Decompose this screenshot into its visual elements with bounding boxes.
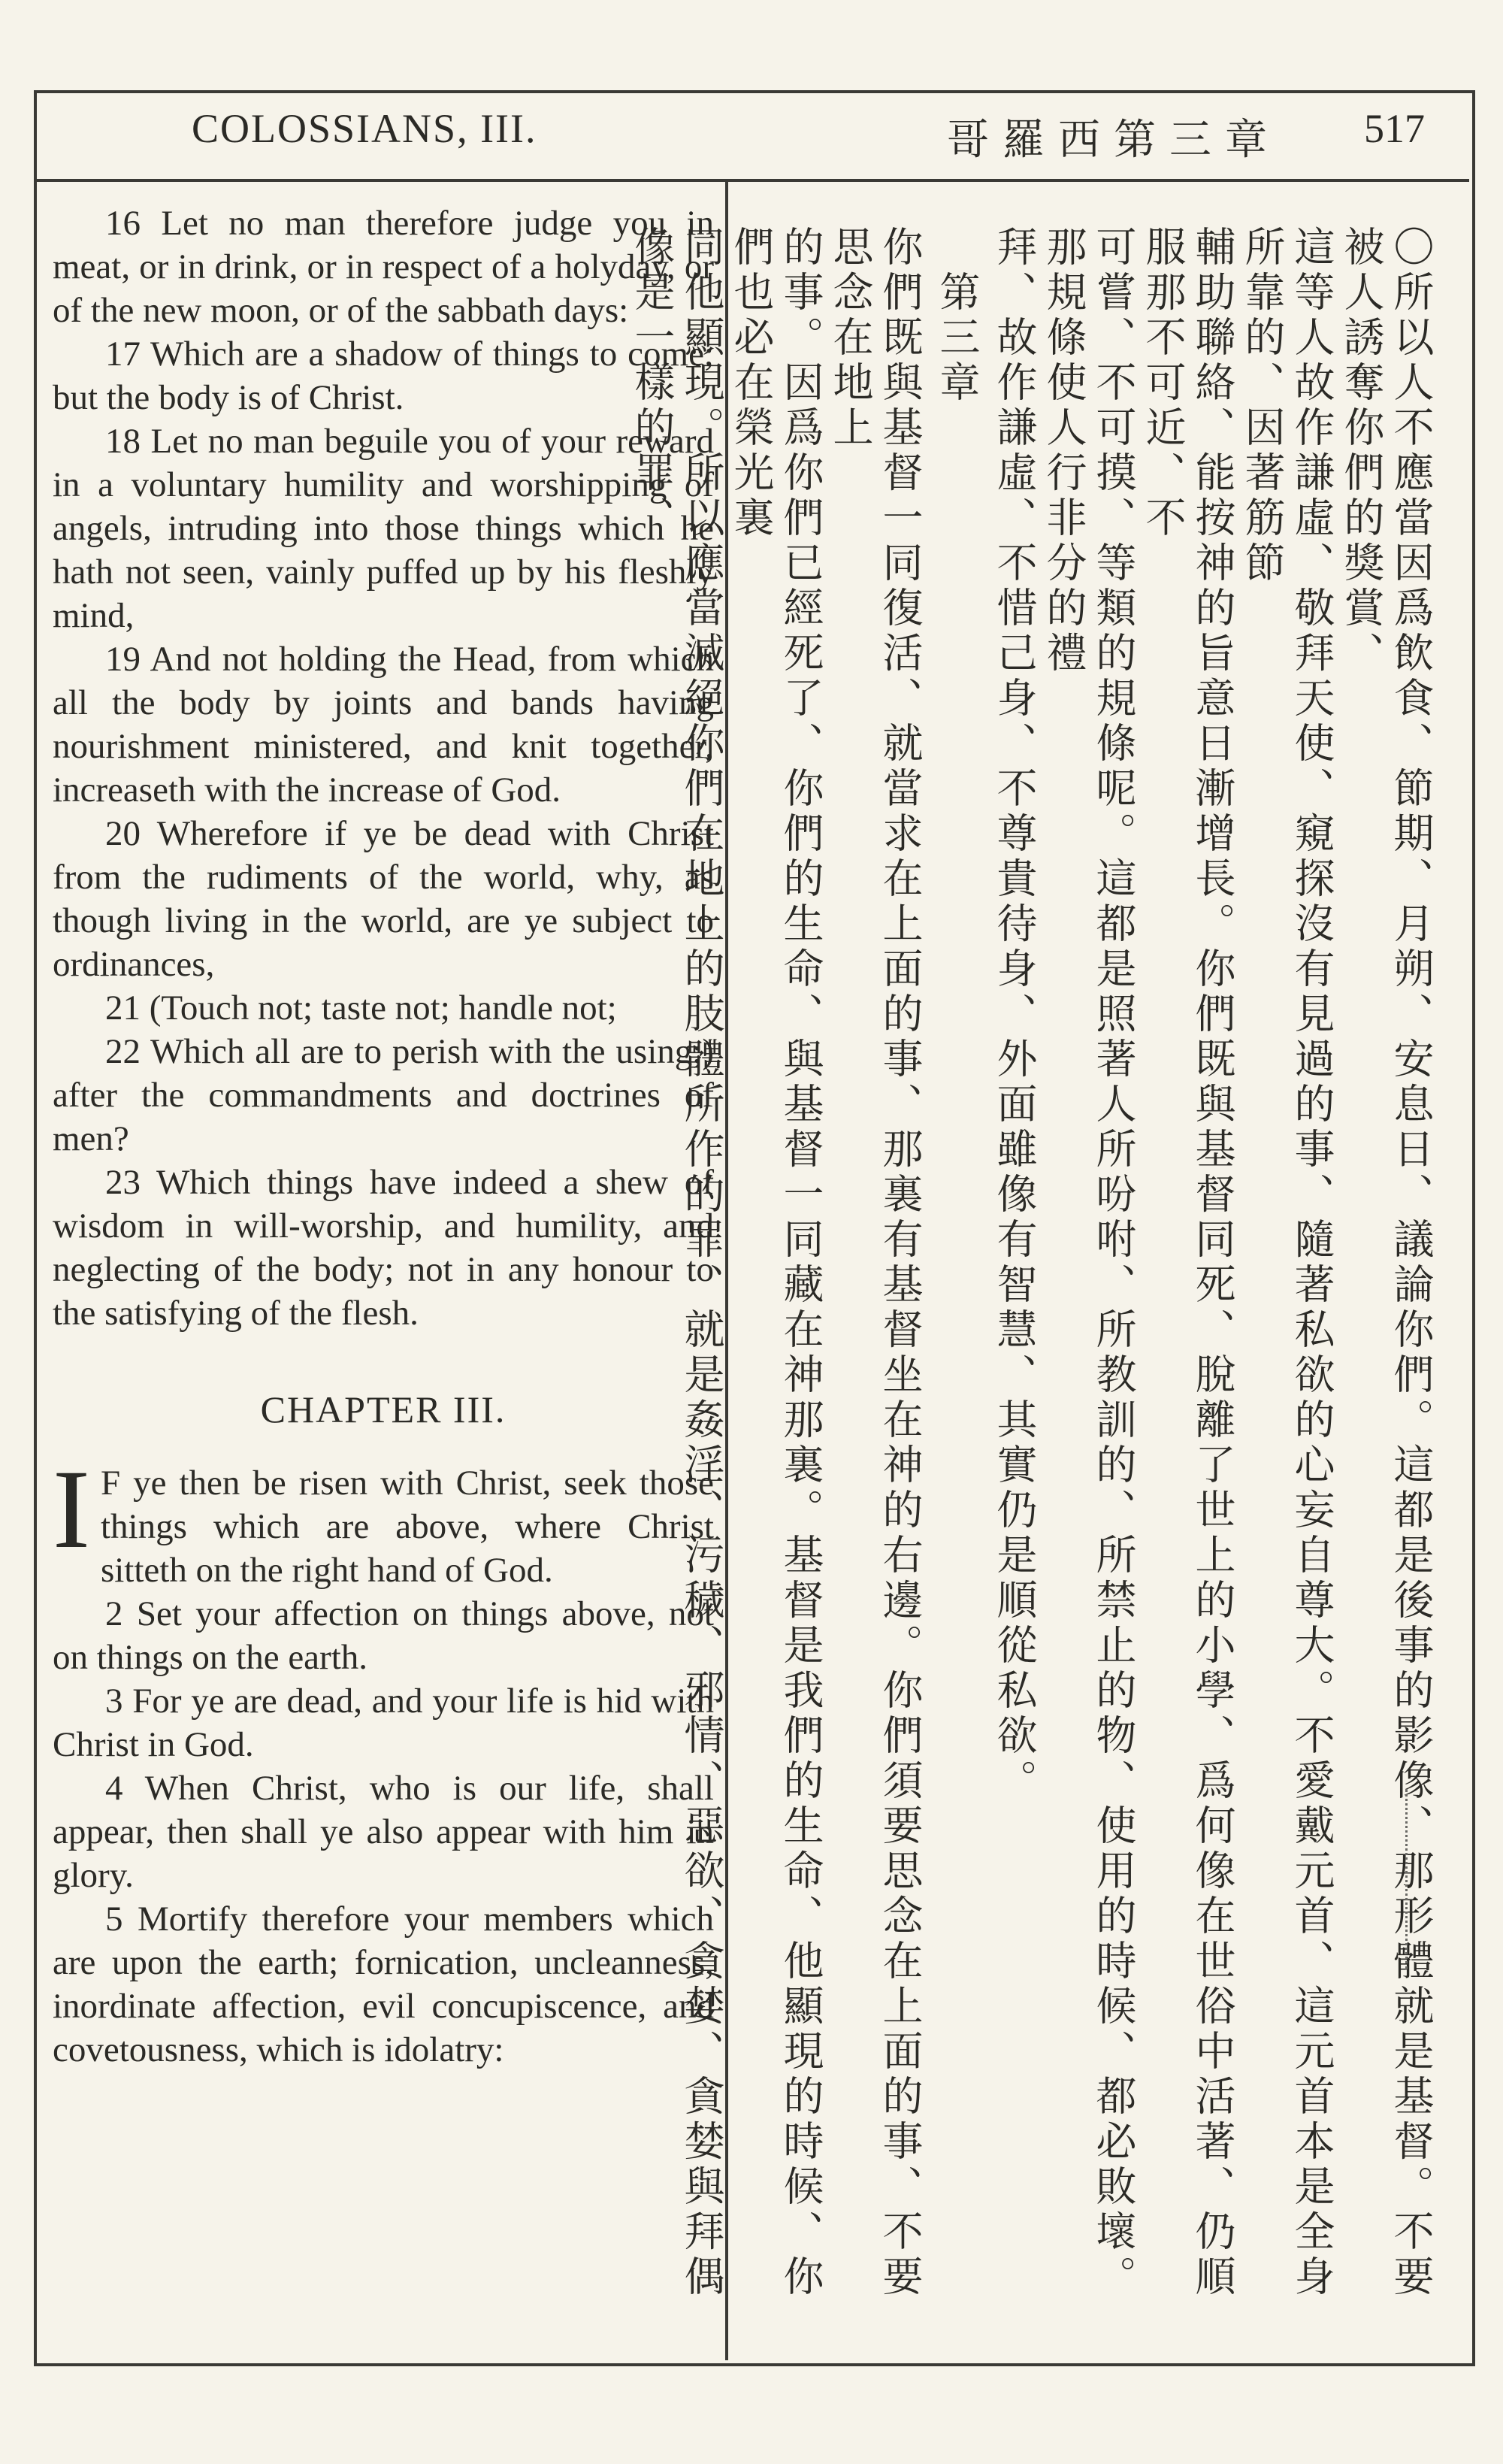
- verse-18: 18 Let no man beguile you of your reward in a voluntary humility and worshipping of angels, intruding into those things which he hath not seen, vainly puffed up by his fleshly mind,: [53, 422, 714, 635]
- chapter-verse-2: 2 Set your affection on things above, not on things on the earth.: [53, 1594, 714, 1677]
- verse-16: 16 Let no man therefore judge you in meat, or in drink, or in respect of a holyday, or of the new moon, or of the sabbath days:: [53, 204, 714, 330]
- chinese-running-title: 哥羅西第三章: [947, 116, 1281, 165]
- chapter-verse-1: [53, 1447, 714, 1592]
- zh-column-4: 可嘗、不可摸、等類的規條呢。這都是照著人所吩咐、所教訓的、所禁止的物、使用的時候、都必敗壞。那規條使人行非分的禮: [1040, 226, 1137, 2300]
- verse-21: 21 (Touch not; taste not; handle not;: [105, 988, 617, 1028]
- margin-mark: [1405, 1789, 1412, 1969]
- zh-chapter-column-3: 同他顯現。所以應當滅絕你們在地上的肢體所作的罪、就是姦淫、污穢、邪情、惡欲、貪婪、貪婪與拜偶像是一樣的罪、: [628, 226, 725, 2300]
- zh-column-3: 輔助聯絡、能按神的旨意日漸增長。你們既與基督同死、脫離了世上的小學、爲何像在世俗中活著、仍順服那不可近、不: [1139, 226, 1236, 2300]
- chapter-heading: CHAPTER III.: [260, 1388, 507, 1430]
- verse-20: 20 Wherefore if ye be dead with Christ from the rudiments of the world, why, as though living in the world, are ye subject to ordinances,: [53, 814, 714, 984]
- zh-column-1: 〇所以人不應當因爲飲食、節期、月朔、安息日、議論你們。這都是後事的影像、那形體就是基督。不要被人誘奪你們的獎賞、: [1338, 226, 1435, 2300]
- zh-column-2: 這等人故作謙虛、敬拜天使、窺探沒有見過的事、隨著私欲的心妄自尊大。不愛戴元首、這元首本是全身所靠的、因著筋節: [1238, 226, 1335, 2300]
- verse-23: 23 Which things have indeed a shew of wisdom in will-worship, and humility, and neglecting of the body; not in any honour to the satisfying of the flesh.: [53, 1163, 714, 1333]
- drop-cap: I: [53, 1447, 90, 1572]
- english-column: [53, 201, 714, 2072]
- zh-chapter-column-1: 你們既與基督一同復活、就當求在上面的事、那裏有基督坐在神的右邊。你們須要思念在上面的事、不要思念在地上: [827, 226, 924, 2300]
- zh-chapter-column-2: 的事。因爲你們已經死了、你們的生命、與基督一同藏在神那裏。基督是我們的生命、他顯現的時候、你們也必在榮光裏: [727, 226, 824, 2300]
- verse-17: 17 Which are a shadow of things to come; but the body is of Christ.: [53, 334, 714, 417]
- chapter-verse-5: 5 Mortify therefore your members which are upon the earth; fornication, uncleanness, inordinate affection, evil concupiscence, and covetousness, which is idolatry:: [53, 1899, 714, 2069]
- verse-19: 19 And not holding the Head, from which all the body by joints and bands having nourishment ministered, and knit together, increaseth with the increase of God.: [53, 640, 714, 810]
- chapter-verse-4: 4 When Christ, who is our life, shall appear, then shall ye also appear with him in glory.: [53, 1769, 714, 1895]
- page-number: 517: [1364, 106, 1425, 151]
- english-running-title: COLOSSIANS, III.: [192, 106, 537, 151]
- zh-column-5: 拜、故作謙虛、不惜己身、不尊貴待身、外面雖像有智慧、其實仍是順從私欲。: [990, 226, 1038, 1804]
- chinese-column: [628, 226, 1435, 2330]
- chapter-verse-1-text: F ye then be risen with Christ, seek those things which are above, where Christ sitteth on the right hand of God.: [100, 1464, 714, 1590]
- chapter-verse-3: 3 For ye are dead, and your life is hid with Christ in God.: [53, 1682, 714, 1764]
- zh-chapter-heading: 第三章: [933, 271, 981, 406]
- verse-22: 22 Which all are to perish with the using;) after the commandments and doctrines of men?: [53, 1032, 714, 1158]
- page-header: [34, 90, 1469, 182]
